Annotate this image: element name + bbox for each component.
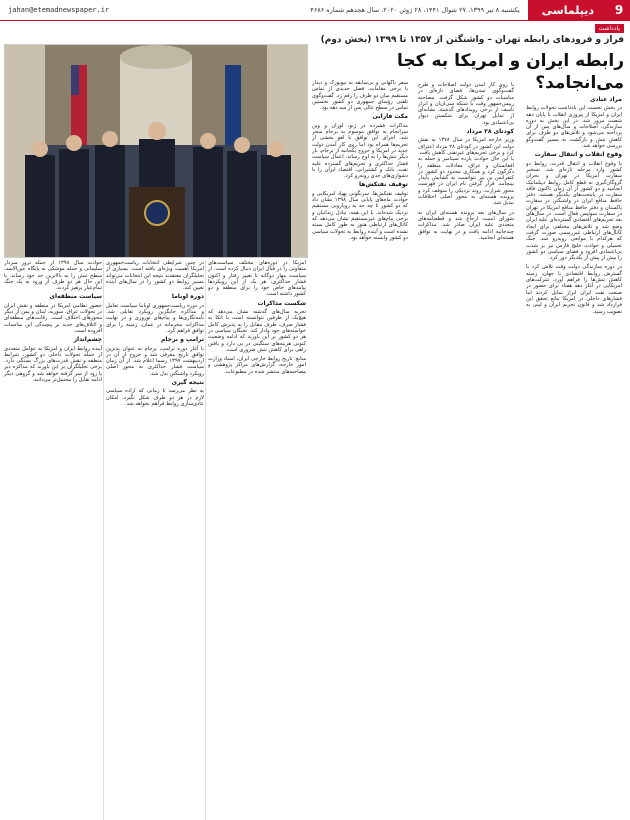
crosshead: چشم‌انداز <box>73 336 102 344</box>
crosshead: توقیف نفتکش‌ها <box>358 181 408 189</box>
crosshead: ترامپ و برجام <box>161 336 204 344</box>
paragraph: وزیر خارجه امریکا در سال ۱۳۷۸ به نقش دولت این کشور در کودتای ۲۸ مرداد اعتراف کرد و برخی تحریم‌های غیرنفتی کاهش یافت. با این حال حوادث یازده سپتامبر و حمله به افغانستان و عراق، معادلات منطقه را دگرگون کرد و همکاری محدود دو کشور در کنفرانس بن نیز نتوانست به گشایش پایدار بینجامد. قرار گرفتن نام ایران در فهرست محور شرارت، روند نزدیکی را متوقف کرد و پرونده هسته‌ای به محور اصلی اختلافات تبدیل شد. <box>418 137 514 207</box>
paragraph: امریکا در دوره‌های مختلف سیاست‌های متفاوتی را در قبال ایران دنبال کرده است. از سیاست مهار دوگانه تا تغییر رفتار و اکنون فشار حداکثری، هر یک از این رویکردها پیامدهای خاص خود را برای منطقه و دو کشور داشته است. <box>208 260 306 298</box>
site-email: jahan@etemadnewspaper.ir <box>8 6 110 14</box>
crosshead: نتیجه گیری <box>171 379 204 387</box>
paragraph: تجربه سال‌های گذشته نشان می‌دهد که هیچ‌یک از طرفین نتوانسته است با اتکا به فشار صرف، طرف مقابل را به پذیرش کامل خواسته‌های خود وادار کند. نخبگان سیاسی در هر دو کشور بر این باورند که ادامه وضعیت کنونی هزینه‌های سنگینی در پی دارد و یافتن راهی برای کاهش تنش ضروری است. <box>208 309 306 353</box>
continued-article <box>4 260 306 820</box>
paragraph: با وقوع انقلاب و انتقال قدرت، روابط دو کشور وارد مرحله تازه‌ای شد. تسخیر سفارت امریکا در تهران و بحران گروگان‌گیری به قطع کامل روابط دیپلماتیک انجامید و دو کشور از آن زمان تاکنون فاقد سفارت در پایتخت‌های یکدیگر هستند. دفتر حافظ منافع ایران در واشنگتن در سفارت پاکستان و دفتر حافظ منافع امریکا در تهران در سفارت سوئیس فعال است. در سال‌های بعد تحریم‌های اقتصادی گسترده‌ای علیه ایران وضع شد و تلاش‌های مختلفی برای ایجاد کانال‌های ارتباطی غیررسمی صورت گرفت که هرکدام با موانعی روبه‌رو شد. جنگ تحمیلی و حوادث خلیج فارس نیز بر شدت بی‌اعتمادی افزود و فضای سیاسی دو کشور را بیش از پیش از یکدیگر دور کرد. <box>526 160 622 262</box>
paragraph: در سال‌های بعد پرونده هسته‌ای ایران به شورای امنیت ارجاع شد و قطعنامه‌های متعددی علیه ایران صادر شد. مذاکرات چندجانبه ادامه یافت و در نهایت به توافق هسته‌ای انجامید. <box>418 209 514 241</box>
page-content <box>0 22 630 820</box>
paragraph: حضور نظامی امریکا در منطقه و نقش ایران در تحولات عراق، سوریه، لبنان و یمن از دیگر محورهای اختلاف است. رقابت‌های منطقه‌ای و ائتلاف‌های جدید بر پیچیدگی این مناسبات افزوده است. <box>4 302 102 334</box>
continued-column-1 <box>208 260 306 820</box>
paragraph: در بخش نخست این یادداشت تحولات روابط ایران و امریکا از پیروزی انقلاب تا پایان دهه شصت مرور شد. در این بخش به دوره سازندگی، اصلاحات و سال‌های پس از آن پرداخته می‌شود و تلاش‌های دو طرف برای کاهش تنش و بازگشت به مسیر گفت‌وگو بررسی خواهد شد. <box>526 105 622 150</box>
crosshead: دوره اوباما <box>171 293 204 301</box>
press-conference-photo <box>5 45 307 257</box>
crosshead: شکست مذاکرات <box>257 299 306 307</box>
paragraph: منابع: تاریخ روابط خارجی ایران، اسناد وزارت امور خارجه، گزارش‌های مراکز پژوهشی و مصاحبه‌های منتشر شده در مطبوعات. <box>208 356 306 375</box>
paragraph: با روی کار آمدن دولت اصلاحات و طرح گفت‌وگوی تمدن‌ها، فضای تازه‌ای در مناسبات دو کشور شکل گرفت. مصاحبه رییس‌جمهور وقت با شبکه سی‌ان‌ان و ابراز تاسف از برخی رویدادهای گذشته، نشانه‌ای از تمایل تهران برای شکستن دیوار بی‌اعتمادی بود. <box>418 82 514 126</box>
paragraph: توقیف نفتکش‌ها، سرنگونی پهپاد امریکایی و حوادث ماه‌های پایانی سال ۱۳۹۸ نشان داد که دو کشور تا چه حد به رویارویی مستقیم نزدیک شده‌اند. با این همه، تبادل زندانیان و برخی پیام‌های غیرمستقیم نشان می‌دهد که کانال‌های ارتباطی هنوز به طور کامل بسته نشده است و آینده روابط به تحولات سیاسی دو کشور وابسته خواهد بود. <box>312 190 408 241</box>
page-number: 9 <box>608 0 630 20</box>
kicker-tag: یادداشت <box>595 24 624 33</box>
paragraph: آینده روابط ایران و امریکا به عوامل متعددی از جمله تحولات داخلی دو کشور، شرایط منطقه و نقش قدرت‌های بزرگ بستگی دارد. برخی تحلیلگران بر این باورند که مذاکره دیر یا زود از سر گرفته خواهد شد و گروهی دیگر ادامه تقابل را محتمل‌تر می‌دانند. <box>4 345 102 384</box>
masthead-bar <box>0 0 630 21</box>
paragraph: با آغاز دوره ترامپ، برجام به عنوان بدترین توافق تاریخ معرفی شد و خروج از آن در اردیبهشت ۱۳۹۷ رسما اعلام شد. از آن زمان سیاست فشار حداکثری به محور اصلی رویکرد واشنگتن بدل شد. <box>106 345 204 377</box>
section-name: دیپلماسی <box>528 0 608 20</box>
crosshead: مکث فارابی <box>372 113 408 121</box>
continued-column-3 <box>4 260 102 820</box>
article-column-2 <box>418 82 514 818</box>
crosshead: کودتای ۲۸ مرداد <box>466 128 514 136</box>
paragraph: مذاکرات فشرده در ژنو، لوزان و وین سرانجام به توافق موسوم به برجام منجر شد. اجرای این توافق با لغو بخشی از تحریم‌ها همراه بود اما روی کار آمدن دولت جدید در امریکا و خروج یکجانبه از برجام، بار دیگر تنش‌ها را به اوج رساند. اعمال سیاست فشار حداکثری و تحریم‌های گسترده علیه نفت، بانک و کشتیرانی، اقتصاد ایران را با دشواری‌های جدی روبه‌رو کرد. <box>312 122 408 180</box>
article-column-1 <box>526 94 622 818</box>
continued-column-2 <box>106 260 204 820</box>
paragraph: حوادث سال ۱۳۹۸ از جمله ترور سردار سلیمانی و حمله موشکی به پایگاه عین‌الاسد، سطح تنش را به بالاترین حد خود رساند. با این حال هر دو طرف از ورود به یک جنگ تمام‌عیار پرهیز کردند. <box>4 260 102 292</box>
news-photo <box>4 44 308 258</box>
main-article <box>309 22 624 820</box>
paragraph: در دوره ریاست‌جمهوری اوباما سیاست تعامل و مذاکره جایگزین رویکرد تقابلی شد. نامه‌نگاری‌ها و پیام‌های نوروزی و در نهایت مذاکرات محرمانه در عمان، زمینه را برای توافق فراهم کرد. <box>106 302 204 334</box>
paragraph: در دوره سازندگی دولت وقت تلاش کرد با گسترش روابط اقتصادی با جهان، زمینه کاهش تنش‌ها را فراهم آورد. شرکت‌های امریکایی در آغاز دهه هفتاد برای حضور در صنعت نفت ایران ابراز تمایل کردند اما فشارهای داخلی در امریکا مانع تحقق این قرارداد شد و قانون تحریم ایران و لیبی به تصویب رسید. <box>526 264 622 315</box>
column-divider <box>205 260 206 820</box>
article-column-3 <box>312 80 408 818</box>
crosshead: وقوع انقلاب و انتقال سفارت <box>534 151 622 159</box>
article-subtitle: فراز و فرودهای رابطه تهران – واشنگتن از ۱۳۵۷ تا ۱۳۹۹ (بخش دوم) <box>320 35 624 45</box>
issue-info: یکشنبه ۸ تیر ۱۳۹۹، ۲۷ شوال ۱۴۴۱، ۲۸ ژوئن ۲۰۲۰، سال هجدهم شماره ۴۶۸۶ <box>310 6 520 14</box>
column-divider <box>103 260 104 820</box>
author-name: مراد عنادی <box>589 96 622 103</box>
paragraph: در چنین شرایطی انتخابات ریاست‌جمهوری امریکا اهمیت ویژه‌ای یافته است. بسیاری از تحلیلگران معتقدند نتیجه این انتخابات می‌تواند مسیر روابط دو کشور را در سال‌های آینده تعیین کند. <box>106 260 204 292</box>
crosshead: سیاست منطقه‌ای <box>49 293 102 301</box>
paragraph: سفر ناگهانی و بی‌سابقه به نیویورک و دیدار با برخی مقامات، فصل جدیدی از تماس مستقیم میان دو طرف را رقم زد. گفت‌وگوی تلفنی رؤسای جمهوری دو کشور نخستین تماس در سطح عالی پس از سه دهه بود. <box>312 80 408 112</box>
article-headline: رابطه ایران و امریکا به کجا می‌انجامد؟ <box>397 51 624 93</box>
paragraph: به نظر می‌رسد تا زمانی که اراده سیاسی لازم در هر دو طرف شکل نگیرد، امکان عادی‌سازی روابط فراهم نخواهد شد. <box>106 388 204 407</box>
